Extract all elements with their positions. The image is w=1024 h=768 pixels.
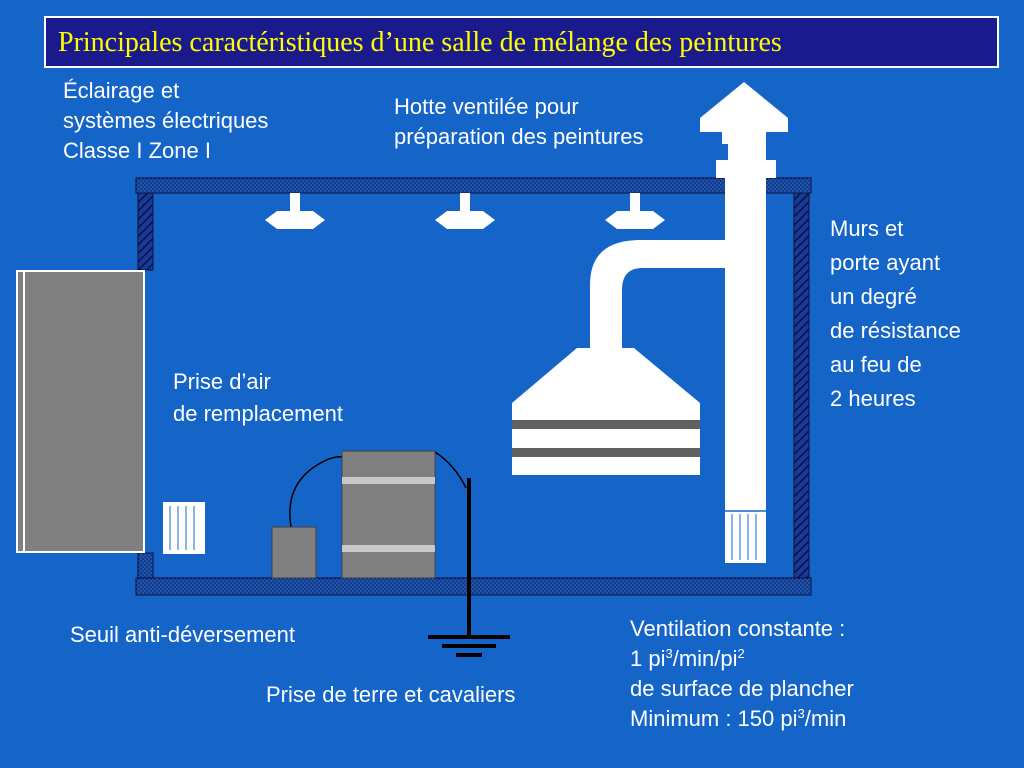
light-fixture-3 [605, 193, 665, 229]
label-sill: Seuil anti-déversement [70, 622, 296, 647]
ceiling [136, 178, 811, 193]
bonding-wire-2 [435, 452, 466, 488]
exhaust-stack [700, 82, 788, 563]
label-air-intake: Prise d’air de remplacement [173, 369, 343, 426]
light-fixture-2 [435, 193, 495, 229]
right-wall [794, 193, 809, 578]
page-title: Principales caractéristiques d’une salle de mélange des peintures [58, 27, 782, 58]
ground-symbol [428, 478, 510, 655]
paint-drum [342, 451, 435, 578]
label-lighting: Éclairage et systèmes électriques Classe I Zone I [63, 78, 269, 163]
label-hood: Hotte ventilée pour préparation des peintures [394, 94, 644, 149]
ventilated-hood [512, 348, 700, 475]
hood-duct [590, 240, 725, 348]
bonding-wire [290, 457, 343, 527]
label-ventilation: Ventilation constante : 1 $pi^3/\min/pi^2$ de surface de plancher Minimum : 150 $pi^3/\min$ [630, 616, 854, 731]
left-wall-lower [138, 553, 153, 578]
light-fixture-1 [265, 193, 325, 229]
small-container [272, 527, 316, 578]
floor [136, 578, 811, 595]
label-ground: Prise de terre et cavaliers [266, 682, 516, 707]
door [16, 270, 145, 553]
label-walls: Murs et porte ayant un degré de résistance au feu de 2 heures [830, 216, 961, 411]
left-wall-upper [138, 193, 153, 270]
air-intake-radiator [163, 502, 205, 554]
